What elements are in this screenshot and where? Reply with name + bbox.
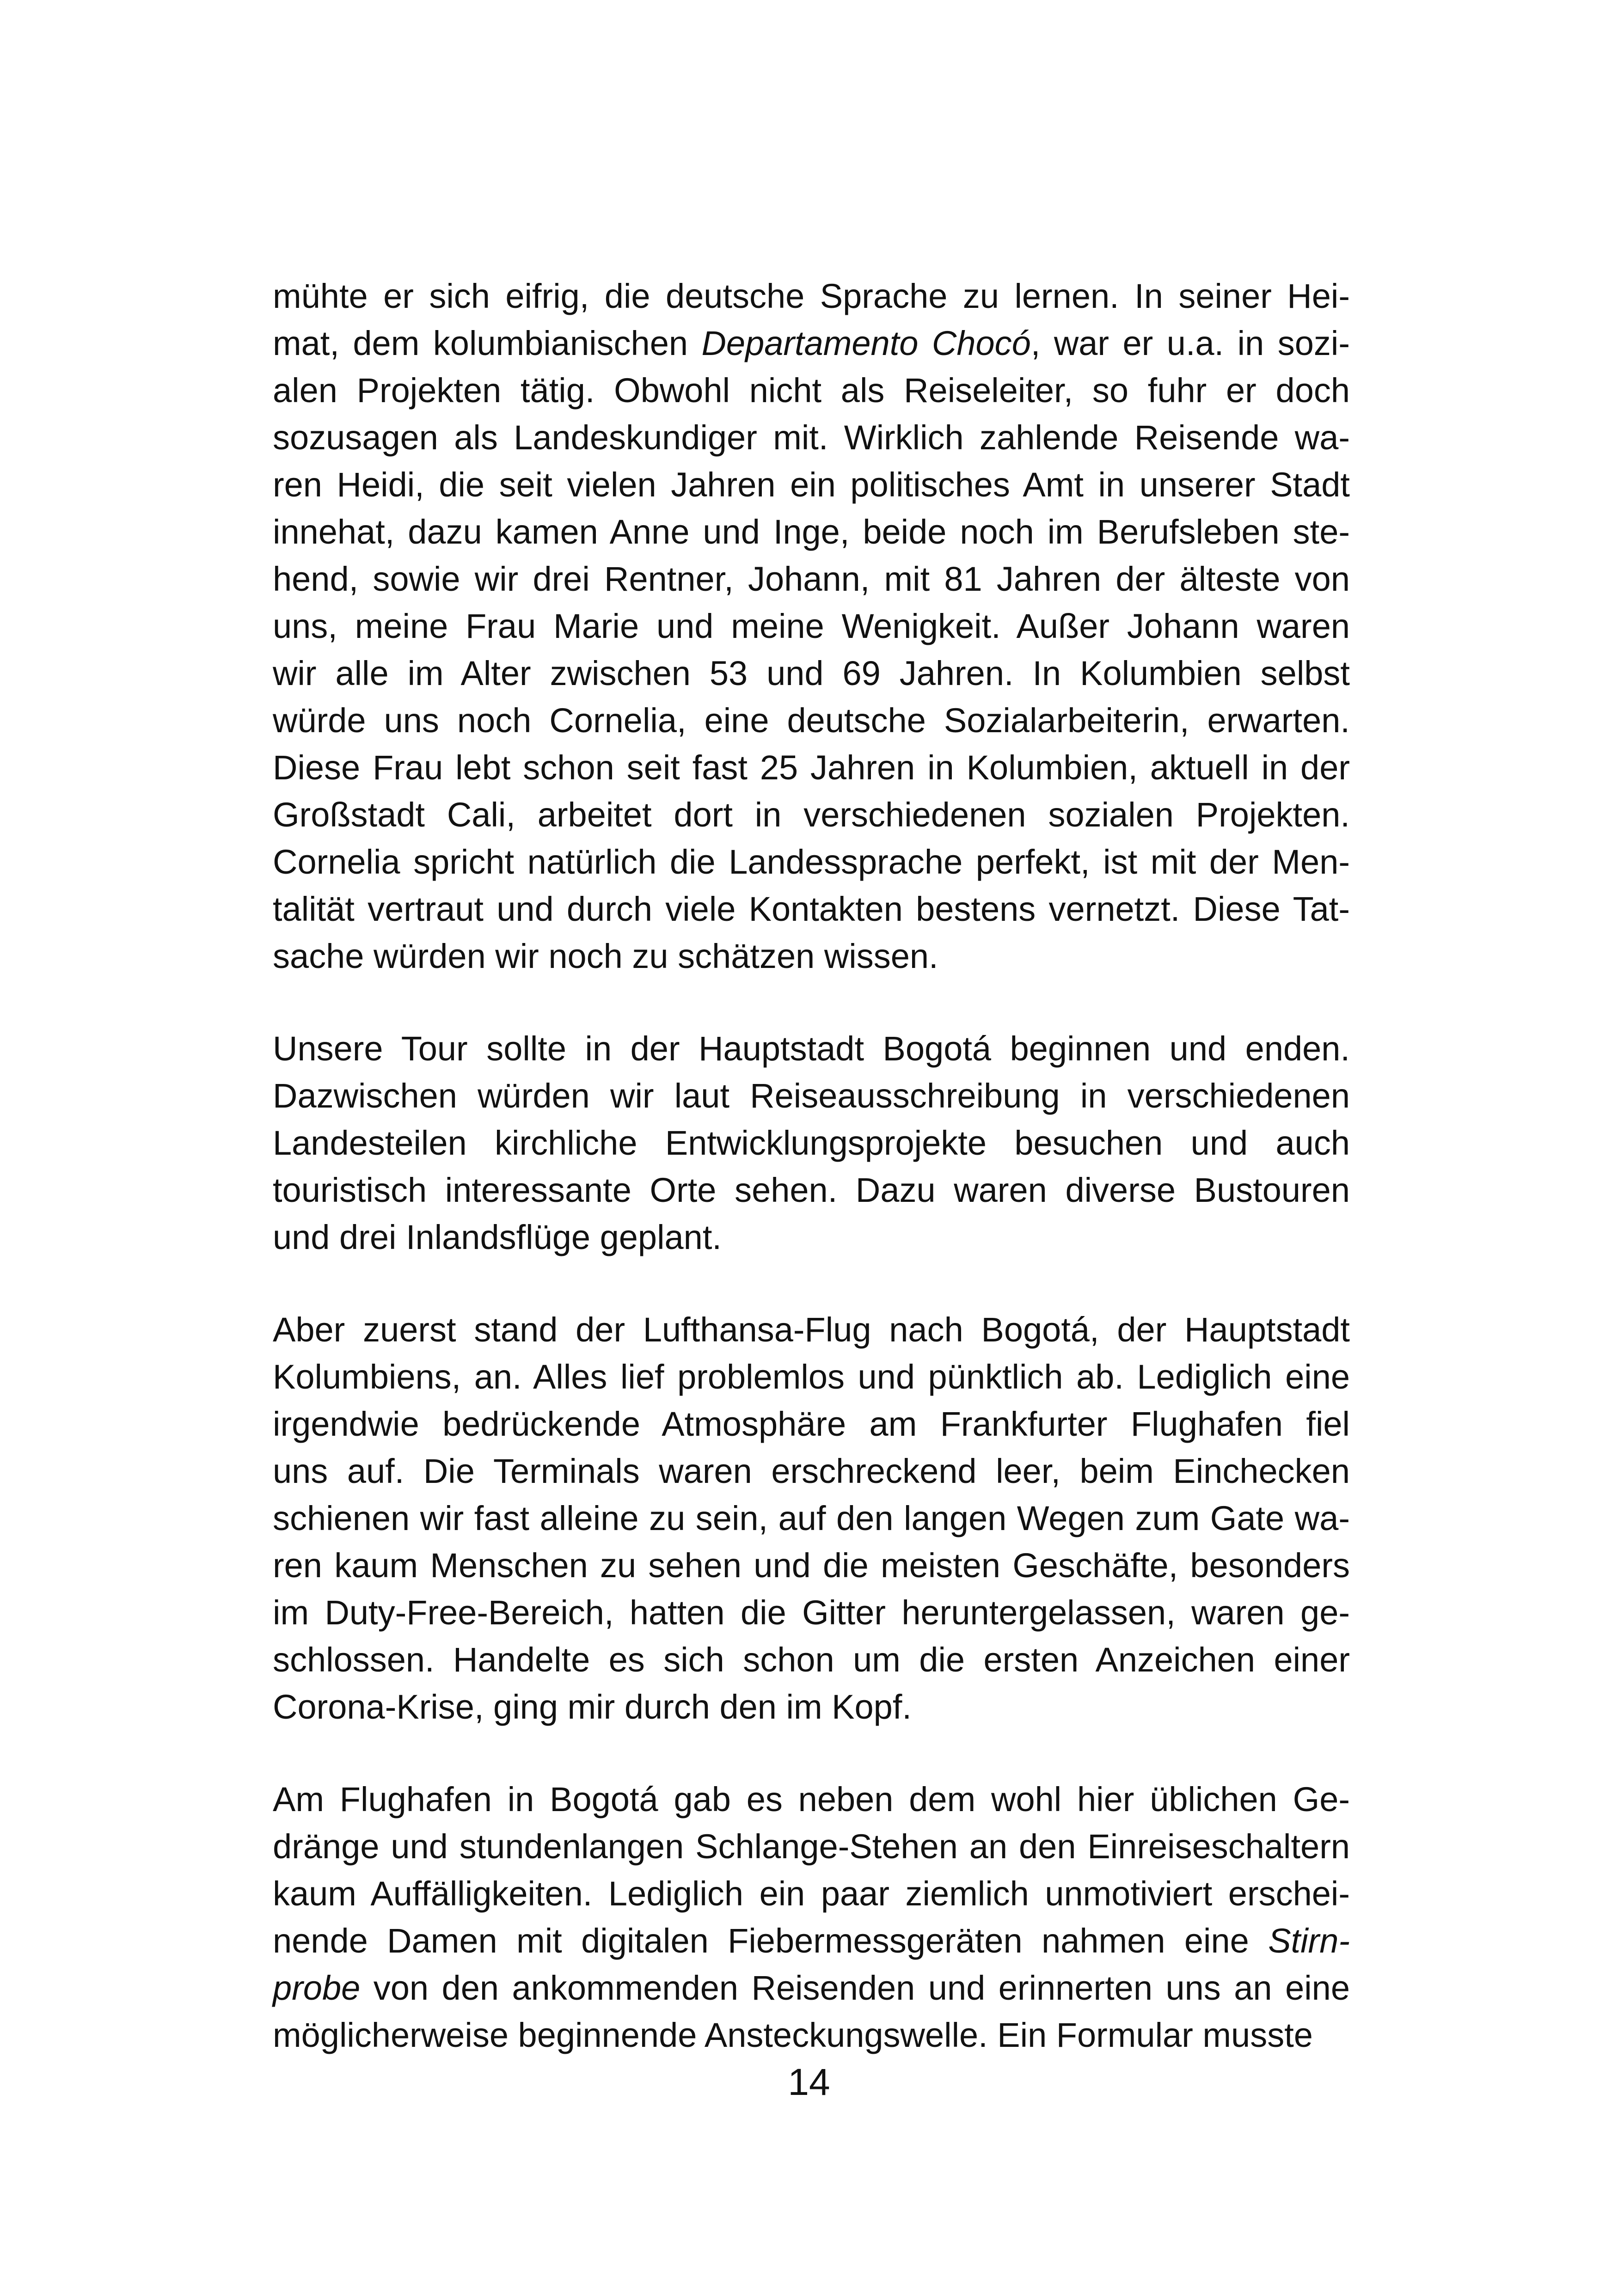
text-line — [273, 273, 1350, 320]
text-segment: uns auf. Die Terminals waren erschreckend leer, beim Einchecken — [273, 1452, 1350, 1490]
text-segment: Unsere Tour sollte in der Hauptstadt Bogotá beginnen und enden. — [273, 1029, 1350, 1068]
text-line — [273, 933, 1350, 980]
text-line — [273, 1025, 1350, 1072]
text-segment: talität vertraut und durch viele Kontakten bestens vernetzt. Diese Tat- — [273, 890, 1350, 928]
text-line — [273, 650, 1350, 697]
text-segment: Aber zuerst stand der Lufthansa-Flug nach Bogotá, der Hauptstadt — [273, 1310, 1350, 1349]
text-line — [273, 1776, 1350, 1823]
text-segment: Großstadt Cali, arbeitet dort in verschiedenen sozialen Projekten. — [273, 796, 1350, 834]
text-line — [273, 1917, 1350, 1965]
text-segment: hend, sowie wir drei Rentner, Johann, mit 81 Jahren der älteste von — [273, 560, 1350, 598]
text-segment: schienen wir fast alleine zu sein, auf den langen Wegen zum Gate wa- — [273, 1499, 1350, 1537]
text-line — [273, 556, 1350, 603]
text-segment: im Duty-Free-Bereich, hatten die Gitter heruntergelassen, waren ge- — [273, 1593, 1350, 1632]
italic-text: Departamento Chocó — [701, 324, 1031, 362]
text-segment: Corona-Krise, ging mir durch den im Kopf. — [273, 1688, 912, 1726]
text-line — [273, 603, 1350, 650]
text-segment: kaum Auffälligkeiten. Lediglich ein paar ziemlich unmotiviert erschei- — [273, 1874, 1350, 1913]
text-line — [273, 1589, 1350, 1636]
text-line — [273, 886, 1350, 933]
text-line — [273, 791, 1350, 839]
text-line — [273, 320, 1350, 367]
text-line — [273, 367, 1350, 414]
text-line — [273, 839, 1350, 886]
text-line — [273, 414, 1350, 461]
italic-text: probe — [273, 1969, 361, 2007]
text-line — [273, 744, 1350, 791]
text-segment: Diese Frau lebt schon seit fast 25 Jahren in Kolumbien, aktuell in der — [273, 748, 1350, 787]
italic-text: Stirn- — [1268, 1922, 1350, 1960]
text-line — [273, 461, 1350, 508]
text-segment: sozusagen als Landeskundiger mit. Wirklich zahlende Reisende wa- — [273, 418, 1350, 457]
text-segment: , war er u.a. in sozi- — [1030, 324, 1350, 362]
text-segment: innehat, dazu kamen Anne und Inge, beide noch im Berufsleben ste- — [273, 513, 1350, 551]
text-line — [273, 697, 1350, 744]
text-line — [273, 1120, 1350, 1167]
text-segment: Landesteilen kirchliche Entwicklungsprojekte besuchen und auch — [273, 1124, 1350, 1162]
text-segment: ren kaum Menschen zu sehen und die meisten Geschäfte, besonders — [273, 1546, 1350, 1585]
text-segment: möglicherweise beginnende Ansteckungswelle. Ein Formular musste — [273, 2016, 1313, 2054]
text-line — [273, 1636, 1350, 1684]
text-line — [273, 1965, 1350, 2012]
text-segment: schlossen. Handelte es sich schon um die ersten Anzeichen einer — [273, 1641, 1350, 1679]
text-line — [273, 1353, 1350, 1401]
text-segment: Dazwischen würden wir laut Reiseausschreibung in verschiedenen — [273, 1077, 1350, 1115]
text-line — [273, 1306, 1350, 1353]
text-line — [273, 2012, 1350, 2059]
text-line — [273, 1823, 1350, 1870]
text-segment: touristisch interessante Orte sehen. Dazu waren diverse Bustouren — [273, 1171, 1350, 1209]
text-segment: sache würden wir noch zu schätzen wissen. — [273, 937, 938, 975]
text-segment: irgendwie bedrückende Atmosphäre am Frankfurter Flughafen fiel — [273, 1405, 1350, 1443]
text-segment: Kolumbiens, an. Alles lief problemlos und pünktlich ab. Lediglich eine — [273, 1358, 1350, 1396]
text-segment: uns, meine Frau Marie und meine Wenigkeit. Außer Johann waren — [273, 607, 1350, 645]
text-line — [273, 1167, 1350, 1214]
text-line — [273, 1684, 1350, 1731]
text-segment: von den ankommenden Reisenden und erinnerten uns an eine — [360, 1969, 1350, 2007]
body-text — [273, 273, 1350, 2104]
page-number: 14 — [788, 2061, 830, 2103]
paragraph — [273, 273, 1350, 980]
text-segment: und drei Inlandsflüge geplant. — [273, 1218, 722, 1256]
paragraph — [273, 1306, 1350, 1731]
text-line — [273, 1214, 1350, 1261]
text-segment: Am Flughafen in Bogotá gab es neben dem wohl hier üblichen Ge- — [273, 1780, 1350, 1818]
text-line — [273, 1401, 1350, 1448]
text-segment: Cornelia spricht natürlich die Landessprache perfekt, ist mit der Men- — [273, 843, 1350, 881]
text-line — [273, 1448, 1350, 1495]
text-line — [273, 1870, 1350, 1917]
paragraph — [273, 1025, 1350, 1261]
text-segment: ren Heidi, die seit vielen Jahren ein politisches Amt in unserer Stadt — [273, 465, 1350, 504]
text-segment: alen Projekten tätig. Obwohl nicht als Reiseleiter, so fuhr er doch — [273, 371, 1350, 410]
text-segment: mühte er sich eifrig, die deutsche Sprache zu lernen. In seiner Hei- — [273, 277, 1350, 315]
text-line — [273, 508, 1350, 556]
text-line — [273, 1542, 1350, 1589]
text-line — [273, 1495, 1350, 1542]
paragraph — [273, 1776, 1350, 2059]
text-segment: nende Damen mit digitalen Fiebermessgeräten nahmen eine — [273, 1922, 1269, 1960]
text-segment: würde uns noch Cornelia, eine deutsche Sozialarbeiterin, erwarten. — [273, 701, 1350, 740]
text-line — [273, 1072, 1350, 1120]
text-segment: wir alle im Alter zwischen 53 und 69 Jahren. In Kolumbien selbst — [273, 654, 1350, 692]
text-segment: mat, dem kolumbianischen — [273, 324, 702, 362]
text-segment: dränge und stundenlangen Schlange-Stehen an den Einreiseschaltern — [273, 1827, 1350, 1866]
